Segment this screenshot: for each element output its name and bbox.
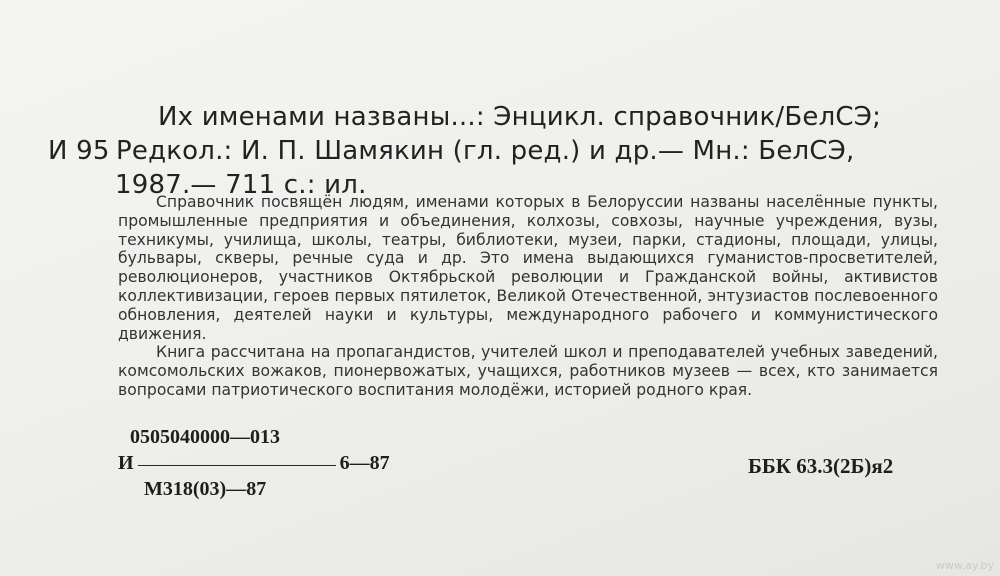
code-right: 6—87 xyxy=(339,452,390,474)
bbk-code: ББК 63.3(2Б)я2 xyxy=(748,454,894,478)
title-line: Их именами названы...: Энцикл. справочник/БелСЭ; xyxy=(158,102,882,132)
index-code: И 95 xyxy=(48,136,110,166)
code-divider-row xyxy=(118,450,390,476)
catalog-header xyxy=(48,100,948,202)
editorial-line xyxy=(48,134,948,168)
classification-codes xyxy=(118,424,390,502)
editorial-text: Редкол.: И. П. Шамякин (гл. ред.) и др.— Мн.: БелСЭ, xyxy=(116,136,855,166)
annotation-paragraph-2: Книга рассчитана на пропагандистов, учителей школ и преподавателей учебных заведений, комсомольских вожаков, пионервожатых, учащихся, работников музеев — всех, кто занимается вопросами патриотического воспитания молодёжи, историей родного края. xyxy=(118,343,938,399)
code-divider-line xyxy=(138,465,336,466)
watermark: www.ay.by xyxy=(935,559,994,572)
annotation xyxy=(118,193,938,400)
code-letter: И xyxy=(118,452,134,474)
code-bottom: М318(03)—87 xyxy=(144,478,267,500)
publication-year-line: 1987.— 711 с.: ил. xyxy=(115,170,367,200)
code-top: 0505040000—013 xyxy=(130,426,280,448)
annotation-paragraph-1: Справочник посвящён людям, именами которых в Белоруссии названы населённые пункты, промышленные предприятия и объединения, колхозы, совхозы, научные учреждения, вузы, техникумы, училища, школы, театры, библиотеки, музеи, парки, стадионы, площади, улицы, бульвары, скверы, речные суда и др. Это имена выдающихся гуманистов-просветителей, революционеров, участников Октябрьской революции и Гражданской войны, активистов коллективизации, героев первых пятилеток, Великой Отечественной, энтузиастов послевоенного обновления, деятелей науки и культуры, международного рабочего и коммунистического движения. xyxy=(118,193,938,343)
